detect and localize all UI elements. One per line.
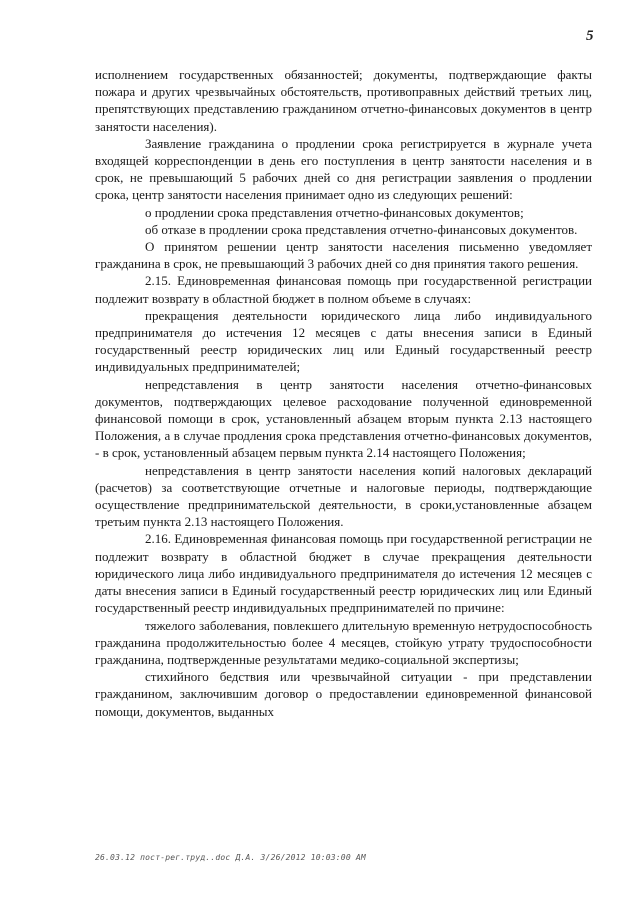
paragraph-application-registration: Заявление гражданина о продлении срока регистрируется в журнале учета входящей корреспонденции в день его поступления в центр занятости населения и в срок, не превышающий 5 рабочих дней со дня регистрации заявления о продлении срока, центр занятости населения принимает одно из следующих решений: bbox=[95, 135, 592, 203]
paragraph-disaster: стихийного бедствия или чрезвычайной ситуации - при представлении гражданином, заключившим договор о предоставлении единовременной финансовой помощи, документов, выданных bbox=[95, 669, 592, 719]
paragraph-2-16: 2.16. Единовременная финансовая помощь при государственной регистрации не подлежит возврату в областной бюджет в случае прекращения деятельности юридического лица либо индивидуального предпринимателя до истечения 12 месяцев с даты внесения записи в Единый государственный реестр юридических лиц или Единый государственный реестр индивидуальных предпринимателей по причине: bbox=[95, 531, 592, 616]
page-number: 5 bbox=[586, 28, 594, 44]
paragraph-termination: прекращения деятельности юридического лица либо индивидуального предпринимателя до истечения 12 месяцев с даты внесения записи в Единый государственный реестр юридических лиц или Единый государственный реестр индивидуальных предпринимателей; bbox=[95, 307, 592, 375]
page-footer: 26.03.12 пост-рег.труд..doc Д.А. 3/26/2012 10:03:00 AM bbox=[95, 853, 366, 862]
paragraph-decision-refuse: об отказе в продлении срока представления отчетно-финансовых документов. bbox=[145, 221, 578, 237]
paragraph-non-submission-documents: непредставления в центр занятости населения отчетно-финансовых документов, подтверждающих целевое расходование полученной единовременной финансовой помощи в срок, установленный абзацем вторым пункта 2.13 настоящего Положения, а в случае продления срока представления отчетно-финансовых документов, - в срок, установленный абзацем первым пункта 2.14 настоящего Положения; bbox=[95, 376, 592, 461]
paragraph-2-15: 2.15. Единовременная финансовая помощь при государственной регистрации подлежит возврату в областной бюджет в полном объеме в случаях: bbox=[95, 273, 592, 306]
paragraph-decision-extend: о продлении срока представления отчетно-финансовых документов; bbox=[145, 204, 524, 220]
paragraph-notification: О принятом решении центр занятости населения письменно уведомляет гражданина в срок, не превышающий 3 рабочих дней со дня принятия такого решения. bbox=[95, 239, 592, 272]
paragraph-non-submission-declarations: непредставления в центр занятости населения копий налоговых деклараций (расчетов) за соответствующие отчетные и налоговые периоды, подтверждающие осуществление предпринимательской деятельности, в сроки,установленные абзацем третьим пункта 2.13 настоящего Положения. bbox=[95, 462, 592, 530]
paragraph-illness: тяжелого заболевания, повлекшего длительную временную нетрудоспособность гражданина продолжительностью более 4 месяцев, стойкую утрату трудоспособности гражданина, подтвержденные результатами медико-социальной экспертизы; bbox=[95, 617, 592, 667]
document-body bbox=[95, 66, 592, 720]
paragraph-continuation: исполнением государственных обязанностей; документы, подтверждающие факты пожара и других чрезвычайных обстоятельств, противоправных действий третьих лиц, препятствующих представлению гражданином отчетно-финансовых документов в центр занятости населения). bbox=[95, 67, 592, 134]
